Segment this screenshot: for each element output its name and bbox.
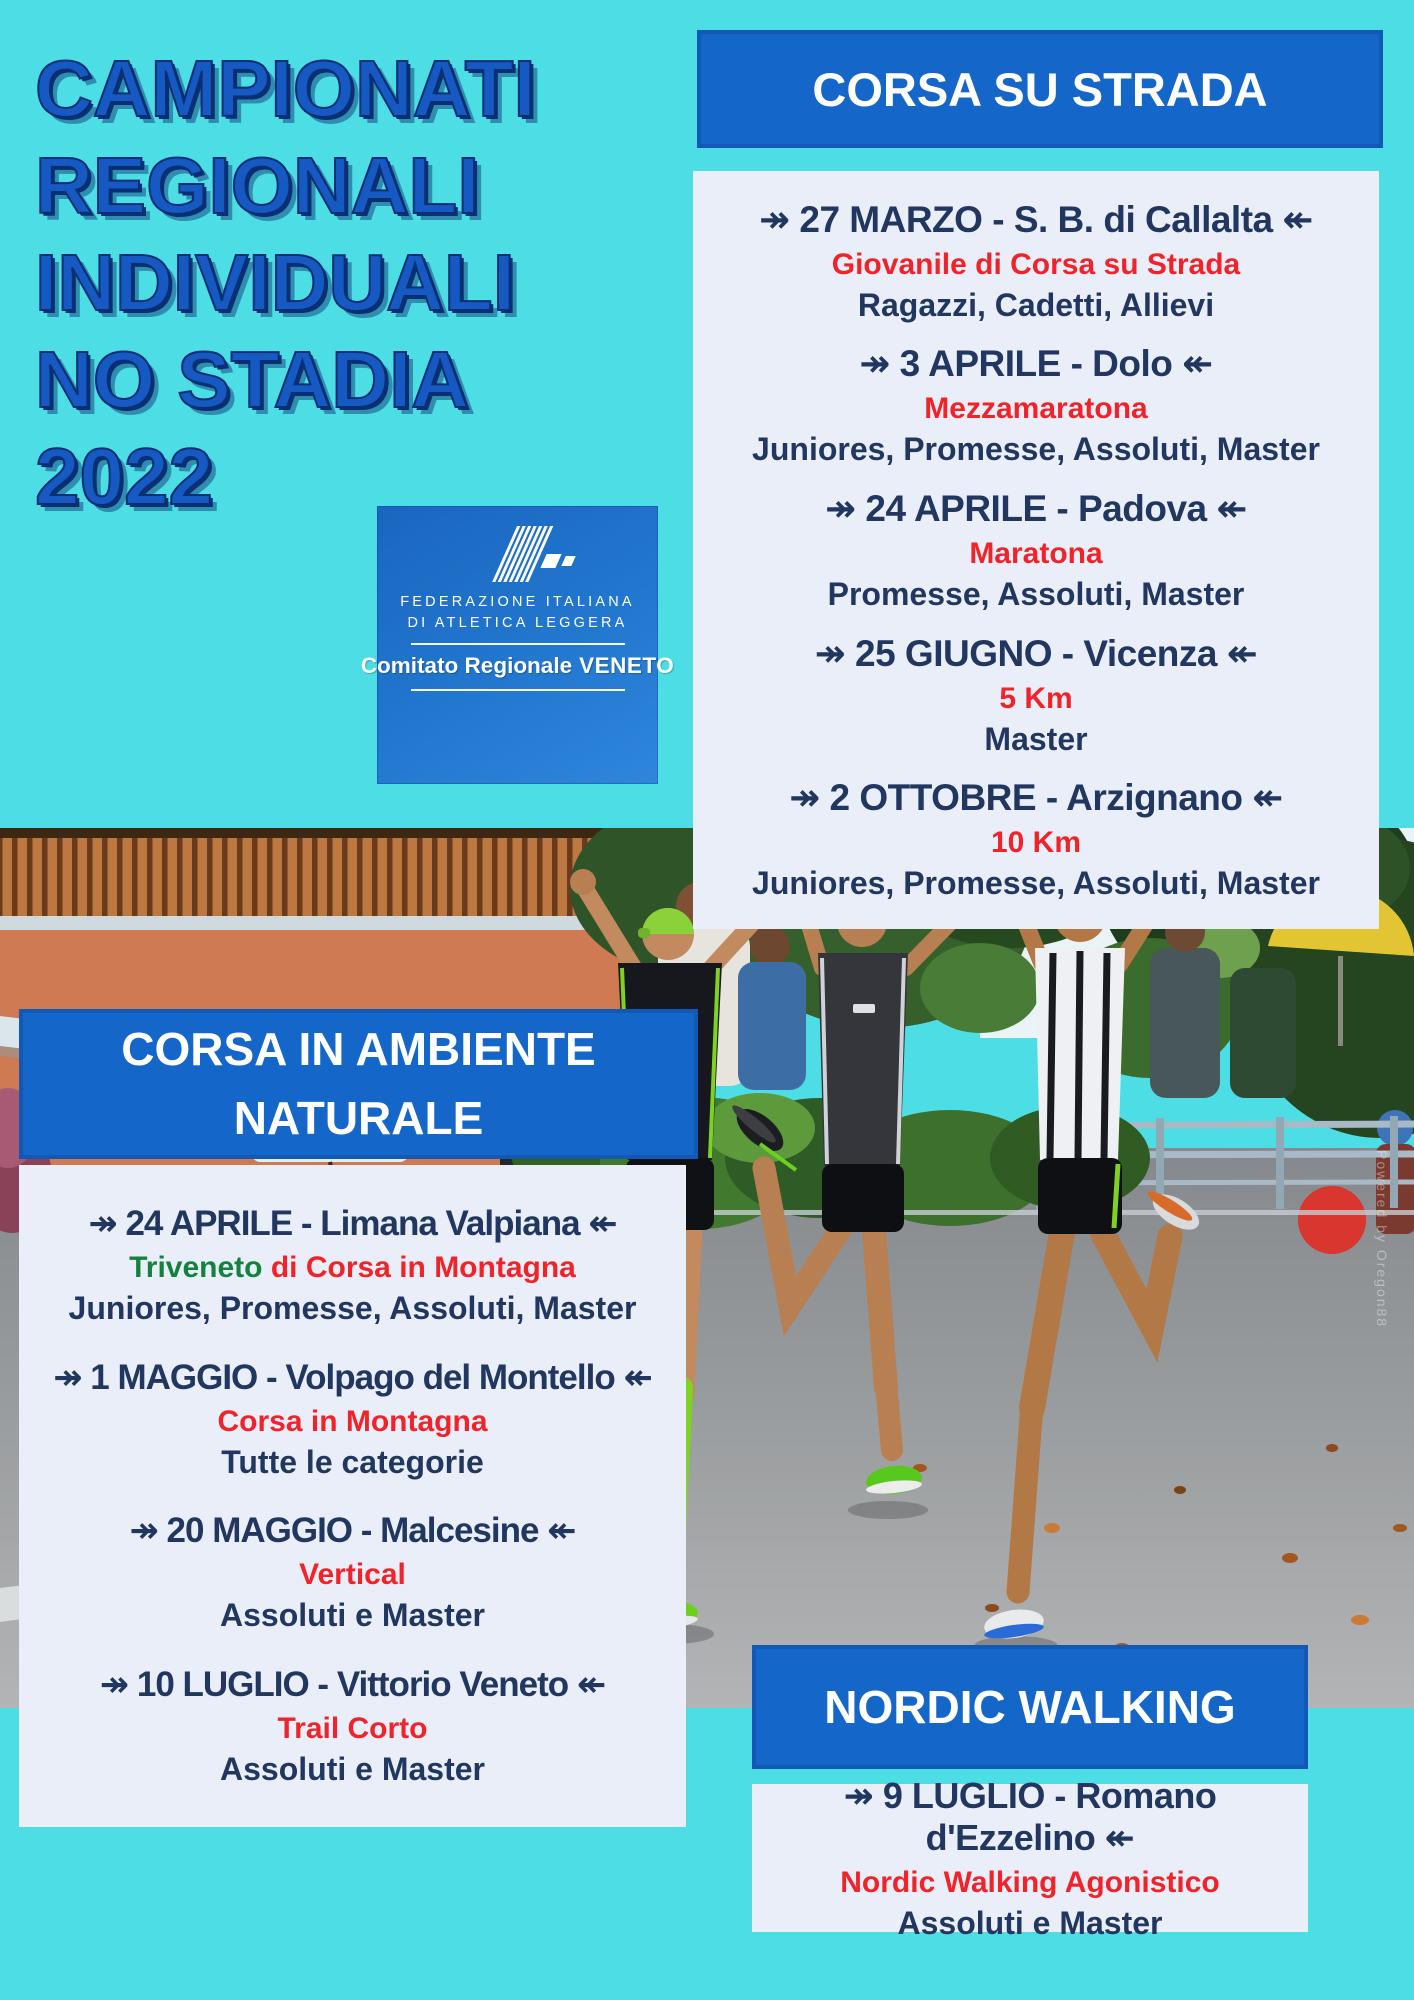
event-date-location: ↠ 2 OTTOBRE - Arzignano ↞ [789,777,1283,819]
event-date-location: ↠ 24 APRILE - Limana Valpiana ↞ [88,1203,617,1243]
event-categories: Assoluti e Master [220,1751,485,1788]
event-discipline: Vertical [299,1558,406,1592]
event-date-location: ↠ 1 MAGGIO - Volpago del Montello ↞ [53,1357,652,1397]
event-item [693,776,1379,902]
event-categories: Promesse, Assoluti, Master [827,575,1245,612]
title-line-2: REGIONALI [35,141,480,230]
committee-prefix: Comitato Regionale [360,653,573,678]
event-discipline: Giovanile di Corsa su Strada [831,247,1241,281]
event-categories: Juniores, Promesse, Assoluti, Master [752,431,1320,468]
section-panel-corsa-su-strada [693,171,1379,929]
section-header-label: CORSA SU STRADA [812,62,1268,116]
event-categories: Assoluti e Master [220,1597,485,1634]
event-item [19,1204,686,1327]
event-categories: Master [984,720,1088,757]
event-categories: Tutte le categorie [221,1443,484,1480]
committee-name [361,653,674,679]
section-header-nordic-walking [752,1645,1308,1769]
event-discipline: Nordic Walking Agonistico [840,1865,1220,1899]
event-categories: Juniores, Promesse, Assoluti, Master [752,865,1320,902]
federation-name [400,592,635,634]
event-date-location: ↠ 3 APRILE - Dolo ↞ [859,343,1213,385]
event-discipline-green: Triveneto [129,1250,263,1284]
fidal-logo-box [360,506,675,784]
event-item [752,1775,1308,1942]
event-discipline: Trail Corto [277,1712,428,1746]
event-date-location: ↠ 20 MAGGIO - Malcesine ↞ [129,1511,576,1551]
event-discipline: Corsa in Montagna [217,1404,488,1438]
event-date-location: ↠ 9 LUGLIO - Romano d'Ezzelino ↞ [843,1774,1217,1858]
event-discipline [27,1251,678,1285]
event-categories: Assoluti e Master [897,1904,1163,1941]
event-item [693,198,1379,324]
event-discipline: Maratona [969,536,1103,570]
section-panel-corsa-in-ambiente-naturale [19,1165,686,1827]
logo-divider-bottom [411,689,625,691]
event-item [19,1358,686,1481]
red-sign [1298,1186,1366,1254]
federation-line1: FEDERAZIONE ITALIANA [400,594,635,610]
section-header-label: NORDIC WALKING [824,1681,1236,1733]
event-item [693,632,1379,758]
section-panel-nordic-walking [752,1774,1308,1941]
event-item [693,487,1379,613]
event-categories: Juniores, Promesse, Assoluti, Master [68,1289,637,1326]
title-line-3: INDIVIDUALI [35,238,515,327]
section-header-label-line1: CORSA IN AMBIENTE [121,1023,596,1075]
event-item [19,1665,686,1788]
event-date-location: ↠ 27 MARZO - S. B. di Callalta ↞ [759,198,1313,240]
event-date-location: ↠ 10 LUGLIO - Vittorio Veneto ↞ [99,1665,606,1705]
title-line-1: CAMPIONATI [35,44,536,133]
event-categories: Ragazzi, Cadetti, Allievi [857,286,1215,323]
event-date-location: ↠ 25 GIUGNO - Vicenza ↞ [814,632,1258,674]
event-discipline: Mezzamaratona [924,392,1148,426]
event-item [19,1511,686,1634]
event-item [693,342,1379,468]
section-header-corsa-su-strada [697,30,1383,148]
title-line-5: 2022 [35,432,213,521]
section-header-label-line2: NATURALE [233,1092,484,1144]
event-discipline: 10 Km [990,826,1082,860]
event-date-location: ↠ 24 APRILE - Padova ↞ [825,487,1247,529]
photo-credit-watermark: Powered by Oregon88 [1374,1150,1390,1329]
title-line-4: NO STADIA [35,335,470,424]
section-header-corsa-in-ambiente-naturale [19,1009,698,1159]
federation-line2: DI ATLETICA LEGGERA [407,615,628,631]
committee-region: VENETO [579,653,675,678]
event-discipline-red: di Corsa in Montagna [262,1250,576,1284]
event-discipline: 5 Km [999,681,1073,715]
poster-title [35,40,555,525]
logo-divider-top [411,643,625,645]
fidal-stripes-icon [452,524,584,588]
